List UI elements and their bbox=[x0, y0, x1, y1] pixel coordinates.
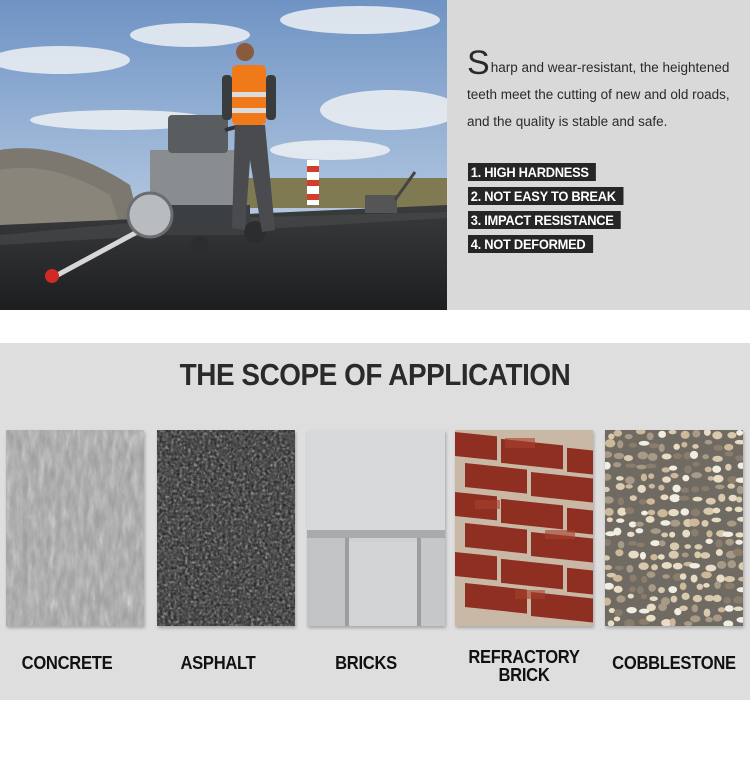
feature-high-hardness: 1. HIGH HARDNESS bbox=[468, 163, 596, 181]
label-refractory-brick-line2: BRICK bbox=[498, 665, 550, 685]
label-concrete: CONCRETE bbox=[21, 653, 113, 673]
asphalt-image bbox=[157, 430, 295, 626]
feature-not-deformed: 4. NOT DEFORMED bbox=[468, 235, 593, 253]
road-cutter-photo bbox=[0, 0, 447, 310]
feature-list bbox=[468, 163, 637, 259]
label-refractory-brick bbox=[455, 648, 593, 684]
section-title: THE SCOPE OF APPLICATION bbox=[179, 357, 571, 392]
application-section bbox=[0, 343, 750, 700]
feature-not-easy-to-break: 2. NOT EASY TO BREAK bbox=[468, 187, 623, 205]
bricks-image bbox=[307, 430, 445, 626]
label-asphalt: ASPHALT bbox=[180, 653, 256, 673]
product-description-panel bbox=[447, 0, 750, 310]
refractory-brick-image bbox=[455, 430, 593, 626]
concrete-image bbox=[6, 430, 144, 626]
drop-cap-initial: S bbox=[467, 44, 490, 82]
feature-impact-resistance: 3. IMPACT RESISTANCE bbox=[468, 211, 621, 229]
product-description bbox=[467, 44, 745, 135]
label-cobblestone: COBBLESTONE bbox=[612, 653, 736, 673]
label-refractory-brick-line1: REFRACTORY bbox=[468, 647, 580, 667]
description-text: harp and wear-resistant, the heightened teeth meet the cutting of new and old roads, and the quality is stable and safe. bbox=[467, 60, 730, 129]
product-hero bbox=[0, 0, 750, 310]
cobblestone-image bbox=[605, 430, 743, 626]
label-bricks: BRICKS bbox=[335, 653, 397, 673]
